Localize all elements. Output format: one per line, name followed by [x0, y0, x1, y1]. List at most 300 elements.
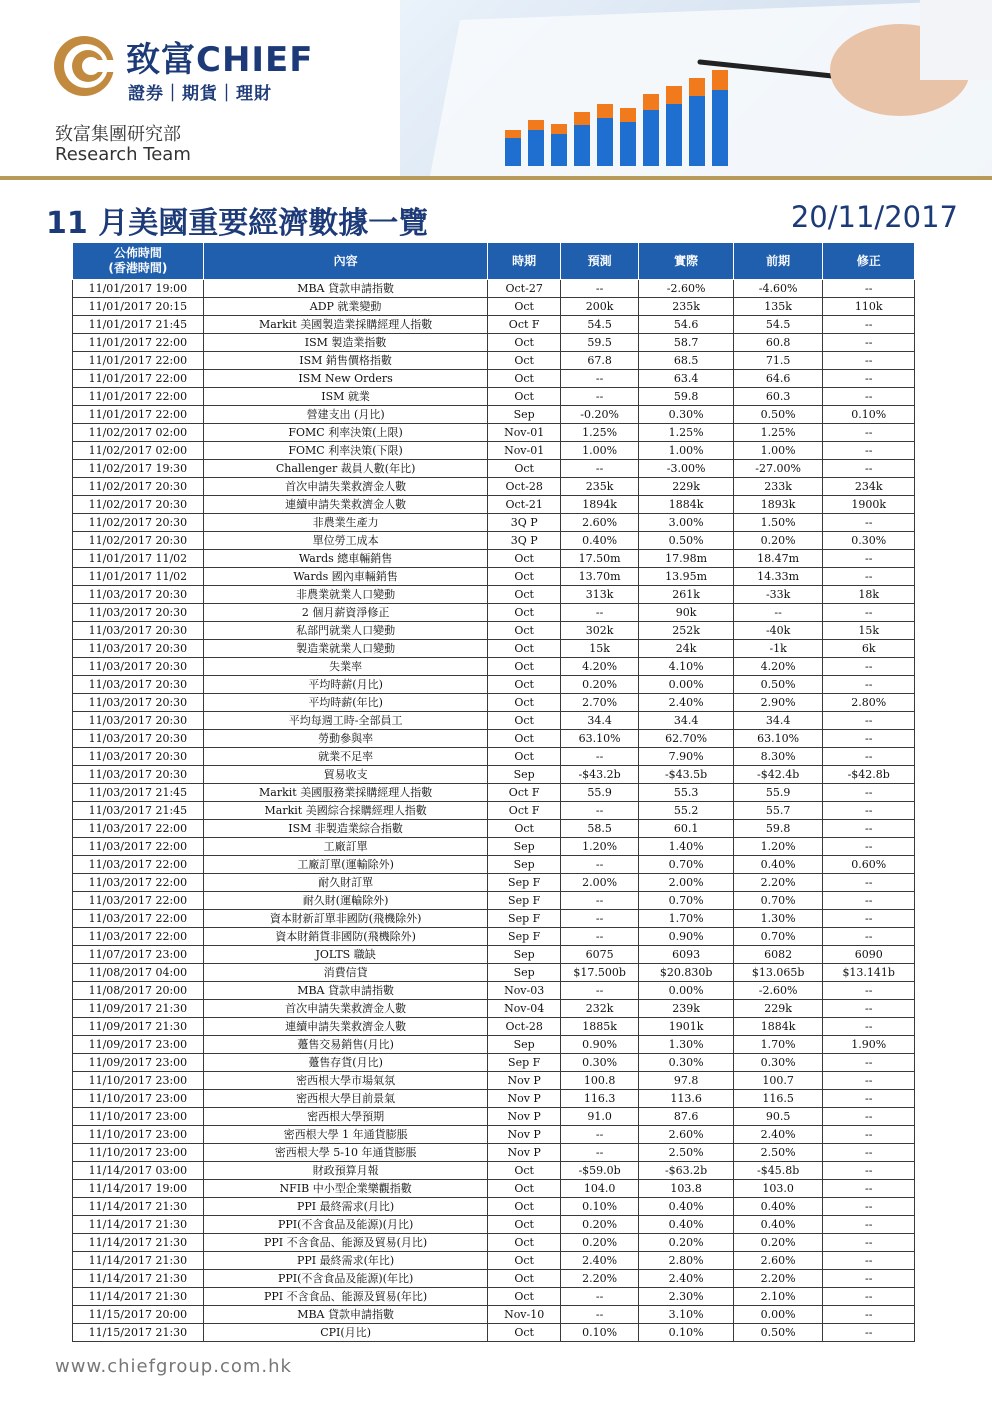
cell-period: Oct [488, 370, 560, 388]
cell-actual: 13.95m [639, 568, 734, 586]
cell-content: PPI 最終需求(年比) [203, 1252, 488, 1270]
cell-revised: -- [823, 658, 915, 676]
cell-forecast: 58.5 [560, 820, 638, 838]
cell-actual: 0.40% [639, 1216, 734, 1234]
cell-revised: 110k [823, 298, 915, 316]
cell-period: Oct [488, 694, 560, 712]
cell-revised: -- [823, 352, 915, 370]
cell-actual: 87.6 [639, 1108, 734, 1126]
department-en: Research Team [55, 144, 191, 165]
cell-prior: 1.30% [733, 910, 823, 928]
cell-actual: 0.70% [639, 856, 734, 874]
cell-revised: -- [823, 1270, 915, 1288]
cell-period: Oct-28 [488, 478, 560, 496]
cell-period: Nov P [488, 1072, 560, 1090]
cell-prior: 0.70% [733, 928, 823, 946]
cell-actual: -3.00% [639, 460, 734, 478]
cell-period: Oct [488, 658, 560, 676]
cell-revised: 1900k [823, 496, 915, 514]
cell-content: 連續申請失業救濟金人數 [203, 496, 488, 514]
cell-revised: -- [823, 784, 915, 802]
cell-release-time: 11/01/2017 19:00 [73, 280, 204, 298]
cell-release-time: 11/01/2017 22:00 [73, 388, 204, 406]
cell-actual: 1.25% [639, 424, 734, 442]
table-row [73, 1216, 915, 1234]
cell-prior: 100.7 [733, 1072, 823, 1090]
table-row [73, 280, 915, 298]
table-row [73, 676, 915, 694]
table-row [73, 820, 915, 838]
cell-forecast: 1.20% [560, 838, 638, 856]
cell-content: Markit 美國製造業採購經理人指數 [203, 316, 488, 334]
header-chart-photo [400, 0, 992, 176]
cell-forecast: 2.40% [560, 1252, 638, 1270]
table-row [73, 1126, 915, 1144]
bar-chart-graphic-icon [400, 0, 992, 176]
cell-forecast: 91.0 [560, 1108, 638, 1126]
cell-prior: 14.33m [733, 568, 823, 586]
cell-period: Sep [488, 406, 560, 424]
cell-period: Oct [488, 568, 560, 586]
department-zh: 致富集團研究部 [55, 124, 181, 145]
cell-revised: -- [823, 676, 915, 694]
table-row [73, 874, 915, 892]
cell-prior: -1k [733, 640, 823, 658]
table-row [73, 1324, 915, 1342]
cell-period: Sep F [488, 874, 560, 892]
cell-forecast: -- [560, 856, 638, 874]
cell-period: Oct [488, 1162, 560, 1180]
cell-release-time: 11/01/2017 11/02 [73, 550, 204, 568]
cell-release-time: 11/02/2017 02:00 [73, 424, 204, 442]
cell-actual: 1.70% [639, 910, 734, 928]
cell-revised: -- [823, 730, 915, 748]
cell-actual: 2.00% [639, 874, 734, 892]
cell-forecast: -- [560, 604, 638, 622]
cell-forecast: 200k [560, 298, 638, 316]
cell-period: Oct [488, 352, 560, 370]
cell-prior: 59.8 [733, 820, 823, 838]
cell-forecast: 1.25% [560, 424, 638, 442]
cell-period: Sep F [488, 1054, 560, 1072]
cell-actual: 34.4 [639, 712, 734, 730]
cell-content: 2 個月薪資淨修正 [203, 604, 488, 622]
table-row [73, 946, 915, 964]
table-row [73, 1144, 915, 1162]
cell-release-time: 11/14/2017 21:30 [73, 1288, 204, 1306]
cell-content: 消費信貸 [203, 964, 488, 982]
cell-release-time: 11/01/2017 22:00 [73, 406, 204, 424]
cell-actual: 1.40% [639, 838, 734, 856]
cell-release-time: 11/09/2017 23:00 [73, 1054, 204, 1072]
cell-release-time: 11/03/2017 20:30 [73, 658, 204, 676]
cell-forecast: -- [560, 748, 638, 766]
cell-content: 資本財銷貨非國防(飛機除外) [203, 928, 488, 946]
cell-period: Sep F [488, 910, 560, 928]
cell-release-time: 11/02/2017 20:30 [73, 478, 204, 496]
cell-content: 平均時薪(年比) [203, 694, 488, 712]
cell-revised: -- [823, 388, 915, 406]
cell-actual: 0.70% [639, 892, 734, 910]
cell-forecast: -- [560, 1126, 638, 1144]
cell-prior: 1.00% [733, 442, 823, 460]
header-revised: 修正 [823, 243, 915, 280]
cell-prior: 1.20% [733, 838, 823, 856]
cell-actual: 0.00% [639, 676, 734, 694]
table-row [73, 1252, 915, 1270]
cell-actual: 261k [639, 586, 734, 604]
cell-prior: 0.50% [733, 1324, 823, 1342]
cell-content: 密西根大學市場氣氛 [203, 1072, 488, 1090]
cell-content: 耐久財訂單 [203, 874, 488, 892]
cell-forecast: 0.20% [560, 1216, 638, 1234]
cell-period: Sep [488, 856, 560, 874]
cell-actual: 63.4 [639, 370, 734, 388]
table-row [73, 1306, 915, 1324]
table-row [73, 748, 915, 766]
cell-revised: -- [823, 604, 915, 622]
cell-actual: 2.60% [639, 1126, 734, 1144]
header-prior: 前期 [733, 243, 823, 280]
cell-forecast: $17.500b [560, 964, 638, 982]
cell-actual: 2.40% [639, 694, 734, 712]
cell-forecast: 0.30% [560, 1054, 638, 1072]
cell-release-time: 11/14/2017 19:00 [73, 1180, 204, 1198]
cell-actual: 0.50% [639, 532, 734, 550]
cell-period: Oct [488, 1234, 560, 1252]
cell-release-time: 11/14/2017 03:00 [73, 1162, 204, 1180]
cell-prior: 0.50% [733, 406, 823, 424]
cell-actual: 17.98m [639, 550, 734, 568]
cell-period: Nov P [488, 1108, 560, 1126]
cell-prior: $13.065b [733, 964, 823, 982]
cell-prior: -33k [733, 586, 823, 604]
cell-prior: 1.50% [733, 514, 823, 532]
cell-prior: 229k [733, 1000, 823, 1018]
cell-forecast: -- [560, 982, 638, 1000]
cell-content: PPI(不含食品及能源)(月比) [203, 1216, 488, 1234]
cell-release-time: 11/10/2017 23:00 [73, 1126, 204, 1144]
cell-release-time: 11/03/2017 20:30 [73, 604, 204, 622]
cell-content: 工廠訂單(運輸除外) [203, 856, 488, 874]
cell-period: Oct-27 [488, 280, 560, 298]
cell-revised: -- [823, 1306, 915, 1324]
cell-release-time: 11/09/2017 21:30 [73, 1018, 204, 1036]
cell-prior: 4.20% [733, 658, 823, 676]
cell-period: Oct [488, 1288, 560, 1306]
cell-actual: 103.8 [639, 1180, 734, 1198]
cell-forecast: 0.10% [560, 1198, 638, 1216]
cell-forecast: 63.10% [560, 730, 638, 748]
header-period: 時期 [488, 243, 560, 280]
cell-content: ISM 就業 [203, 388, 488, 406]
cell-release-time: 11/02/2017 20:30 [73, 496, 204, 514]
cell-content: ADP 就業變動 [203, 298, 488, 316]
cell-release-time: 11/02/2017 19:30 [73, 460, 204, 478]
cell-revised: -- [823, 316, 915, 334]
cell-release-time: 11/01/2017 22:00 [73, 334, 204, 352]
cell-forecast: -- [560, 910, 638, 928]
cell-actual: 235k [639, 298, 734, 316]
cell-forecast: 13.70m [560, 568, 638, 586]
cell-period: Oct [488, 622, 560, 640]
cell-period: Oct [488, 820, 560, 838]
cell-revised: -- [823, 838, 915, 856]
table-row [73, 334, 915, 352]
cell-actual: 4.10% [639, 658, 734, 676]
cell-actual: 97.8 [639, 1072, 734, 1090]
cell-content: JOLTS 職缺 [203, 946, 488, 964]
cell-content: 躉售存貨(月比) [203, 1054, 488, 1072]
cell-content: PPI 最終需求(月比) [203, 1198, 488, 1216]
cell-forecast: 232k [560, 1000, 638, 1018]
table-row [73, 802, 915, 820]
cell-period: Oct F [488, 802, 560, 820]
cell-revised: -- [823, 1054, 915, 1072]
cell-prior: 0.30% [733, 1054, 823, 1072]
cell-forecast: 17.50m [560, 550, 638, 568]
cell-prior: -27.00% [733, 460, 823, 478]
cell-release-time: 11/02/2017 20:30 [73, 514, 204, 532]
cell-prior: -4.60% [733, 280, 823, 298]
cell-content: PPI(不含食品及能源)(年比) [203, 1270, 488, 1288]
cell-period: Sep [488, 964, 560, 982]
cell-content: ISM 銷售價格指數 [203, 352, 488, 370]
cell-prior: 2.10% [733, 1288, 823, 1306]
table-row [73, 1270, 915, 1288]
cell-prior: 2.50% [733, 1144, 823, 1162]
cell-release-time: 11/01/2017 21:45 [73, 316, 204, 334]
cell-revised: 15k [823, 622, 915, 640]
cell-content: 首次申請失業救濟金人數 [203, 1000, 488, 1018]
cell-revised: -- [823, 1018, 915, 1036]
header-divider [0, 176, 992, 180]
cell-content: 勞動參與率 [203, 730, 488, 748]
cell-revised: -- [823, 712, 915, 730]
table-row [73, 910, 915, 928]
cell-content: 連續申請失業救濟金人數 [203, 1018, 488, 1036]
cell-prior: -40k [733, 622, 823, 640]
cell-actual: 0.30% [639, 1054, 734, 1072]
cell-release-time: 11/03/2017 22:00 [73, 928, 204, 946]
cell-revised: -- [823, 1324, 915, 1342]
cell-period: Oct [488, 1198, 560, 1216]
cell-prior: 0.40% [733, 856, 823, 874]
cell-prior: 64.6 [733, 370, 823, 388]
cell-content: 單位勞工成本 [203, 532, 488, 550]
cell-forecast: -- [560, 370, 638, 388]
table-row [73, 928, 915, 946]
table-row [73, 1288, 915, 1306]
cell-release-time: 11/03/2017 21:45 [73, 784, 204, 802]
cell-forecast: 67.8 [560, 352, 638, 370]
cell-forecast: 2.70% [560, 694, 638, 712]
cell-period: Oct-21 [488, 496, 560, 514]
cell-prior: 2.20% [733, 1270, 823, 1288]
cell-content: 密西根大學預期 [203, 1108, 488, 1126]
cell-actual: 60.1 [639, 820, 734, 838]
cell-content: 首次申請失業救濟金人數 [203, 478, 488, 496]
cell-content: MBA 貸款申請指數 [203, 982, 488, 1000]
cell-forecast: 104.0 [560, 1180, 638, 1198]
table-row [73, 316, 915, 334]
cell-actual: -$43.5b [639, 766, 734, 784]
cell-content: FOMC 利率決策(上限) [203, 424, 488, 442]
cell-forecast: -- [560, 928, 638, 946]
cell-release-time: 11/09/2017 23:00 [73, 1036, 204, 1054]
cell-period: Sep [488, 838, 560, 856]
cell-content: NFIB 中小型企業樂觀指數 [203, 1180, 488, 1198]
cell-actual: $20.830b [639, 964, 734, 982]
cell-prior: 1.25% [733, 424, 823, 442]
cell-release-time: 11/14/2017 21:30 [73, 1270, 204, 1288]
cell-content: ISM 製造業指數 [203, 334, 488, 352]
cell-release-time: 11/07/2017 23:00 [73, 946, 204, 964]
cell-prior: 55.7 [733, 802, 823, 820]
cell-period: Nov-03 [488, 982, 560, 1000]
cell-forecast: -- [560, 280, 638, 298]
cell-prior: -$42.4b [733, 766, 823, 784]
cell-forecast: -$59.0b [560, 1162, 638, 1180]
footer-url: www.chiefgroup.com.hk [55, 1356, 292, 1377]
cell-prior: 135k [733, 298, 823, 316]
cell-prior: 0.20% [733, 532, 823, 550]
cell-release-time: 11/03/2017 21:45 [73, 802, 204, 820]
cell-revised: -- [823, 1288, 915, 1306]
table-row [73, 1036, 915, 1054]
cell-content: Challenger 裁員人數(年比) [203, 460, 488, 478]
cell-revised: -- [823, 1090, 915, 1108]
header-forecast: 預測 [560, 243, 638, 280]
table-row [73, 532, 915, 550]
cell-release-time: 11/03/2017 22:00 [73, 838, 204, 856]
cell-period: Oct [488, 604, 560, 622]
cell-content: CPI(月比) [203, 1324, 488, 1342]
cell-release-time: 11/10/2017 23:00 [73, 1072, 204, 1090]
cell-content: Markit 美國綜合採購經理人指數 [203, 802, 488, 820]
cell-content: 非農業就業人口變動 [203, 586, 488, 604]
cell-period: Oct [488, 550, 560, 568]
table-row [73, 1162, 915, 1180]
cell-forecast: 100.8 [560, 1072, 638, 1090]
cell-forecast: 34.4 [560, 712, 638, 730]
cell-release-time: 11/01/2017 20:15 [73, 298, 204, 316]
cell-actual: 58.7 [639, 334, 734, 352]
report-title: 11 月美國重要經濟數據一覽 [46, 206, 429, 241]
cell-actual: 2.30% [639, 1288, 734, 1306]
cell-prior: 18.47m [733, 550, 823, 568]
cell-content: Wards 總車輛銷售 [203, 550, 488, 568]
cell-revised: -- [823, 1144, 915, 1162]
cell-revised: -- [823, 442, 915, 460]
table-row [73, 298, 915, 316]
cell-forecast: -- [560, 802, 638, 820]
cell-actual: 54.6 [639, 316, 734, 334]
cell-content: MBA 貸款申請指數 [203, 280, 488, 298]
cell-revised: -- [823, 370, 915, 388]
cell-actual: 7.90% [639, 748, 734, 766]
cell-actual: 0.40% [639, 1198, 734, 1216]
cell-period: Oct [488, 586, 560, 604]
cell-revised: -- [823, 802, 915, 820]
cell-content: 就業不足率 [203, 748, 488, 766]
cell-revised: 0.10% [823, 406, 915, 424]
cell-prior: 1.70% [733, 1036, 823, 1054]
cell-forecast: 0.90% [560, 1036, 638, 1054]
cell-period: Oct [488, 298, 560, 316]
cell-release-time: 11/03/2017 20:30 [73, 640, 204, 658]
cell-period: Oct [488, 1252, 560, 1270]
cell-revised: 6k [823, 640, 915, 658]
cell-forecast: 0.40% [560, 532, 638, 550]
cell-actual: 1884k [639, 496, 734, 514]
cell-period: Oct F [488, 316, 560, 334]
cell-period: Oct F [488, 784, 560, 802]
table-row [73, 622, 915, 640]
cell-period: Oct [488, 676, 560, 694]
cell-content: 密西根大學 5-10 年通貨膨脹 [203, 1144, 488, 1162]
cell-release-time: 11/03/2017 20:30 [73, 694, 204, 712]
table-row [73, 424, 915, 442]
cell-release-time: 11/14/2017 21:30 [73, 1234, 204, 1252]
cell-revised: -- [823, 892, 915, 910]
cell-prior: 2.60% [733, 1252, 823, 1270]
cell-content: 密西根大學目前景氣 [203, 1090, 488, 1108]
cell-actual: 1901k [639, 1018, 734, 1036]
cell-period: Oct [488, 1324, 560, 1342]
cell-revised: 1.90% [823, 1036, 915, 1054]
cell-revised: -- [823, 874, 915, 892]
cell-actual: 113.6 [639, 1090, 734, 1108]
cell-prior: 0.20% [733, 1234, 823, 1252]
table-row [73, 406, 915, 424]
cell-release-time: 11/03/2017 22:00 [73, 892, 204, 910]
cell-period: Nov-01 [488, 442, 560, 460]
cell-forecast: -0.20% [560, 406, 638, 424]
cell-release-time: 11/02/2017 20:30 [73, 532, 204, 550]
cell-actual: 2.80% [639, 1252, 734, 1270]
cell-revised: -- [823, 1000, 915, 1018]
cell-prior: 233k [733, 478, 823, 496]
cell-content: ISM New Orders [203, 370, 488, 388]
cell-revised: -- [823, 910, 915, 928]
cell-actual: 59.8 [639, 388, 734, 406]
table-row [73, 1054, 915, 1072]
cell-prior: 1884k [733, 1018, 823, 1036]
cell-actual: 1.00% [639, 442, 734, 460]
cell-actual: 3.00% [639, 514, 734, 532]
page-header [0, 0, 992, 180]
cell-revised: 2.80% [823, 694, 915, 712]
cell-actual: 229k [639, 478, 734, 496]
brand-tagline: 證券｜期貨｜理財 [128, 84, 272, 104]
cell-actual: 90k [639, 604, 734, 622]
cell-actual: 239k [639, 1000, 734, 1018]
cell-release-time: 11/02/2017 02:00 [73, 442, 204, 460]
cell-forecast: 4.20% [560, 658, 638, 676]
cell-forecast: -- [560, 1144, 638, 1162]
cell-prior: 0.40% [733, 1198, 823, 1216]
cell-release-time: 11/03/2017 22:00 [73, 820, 204, 838]
header-content: 內容 [203, 243, 488, 280]
table-row [73, 460, 915, 478]
cell-revised: -- [823, 1252, 915, 1270]
table-row [73, 1000, 915, 1018]
cell-release-time: 11/15/2017 20:00 [73, 1306, 204, 1324]
header-label: 公佈時間 (香港時間) [108, 246, 168, 275]
cell-content: 失業率 [203, 658, 488, 676]
header-actual: 實際 [639, 243, 734, 280]
